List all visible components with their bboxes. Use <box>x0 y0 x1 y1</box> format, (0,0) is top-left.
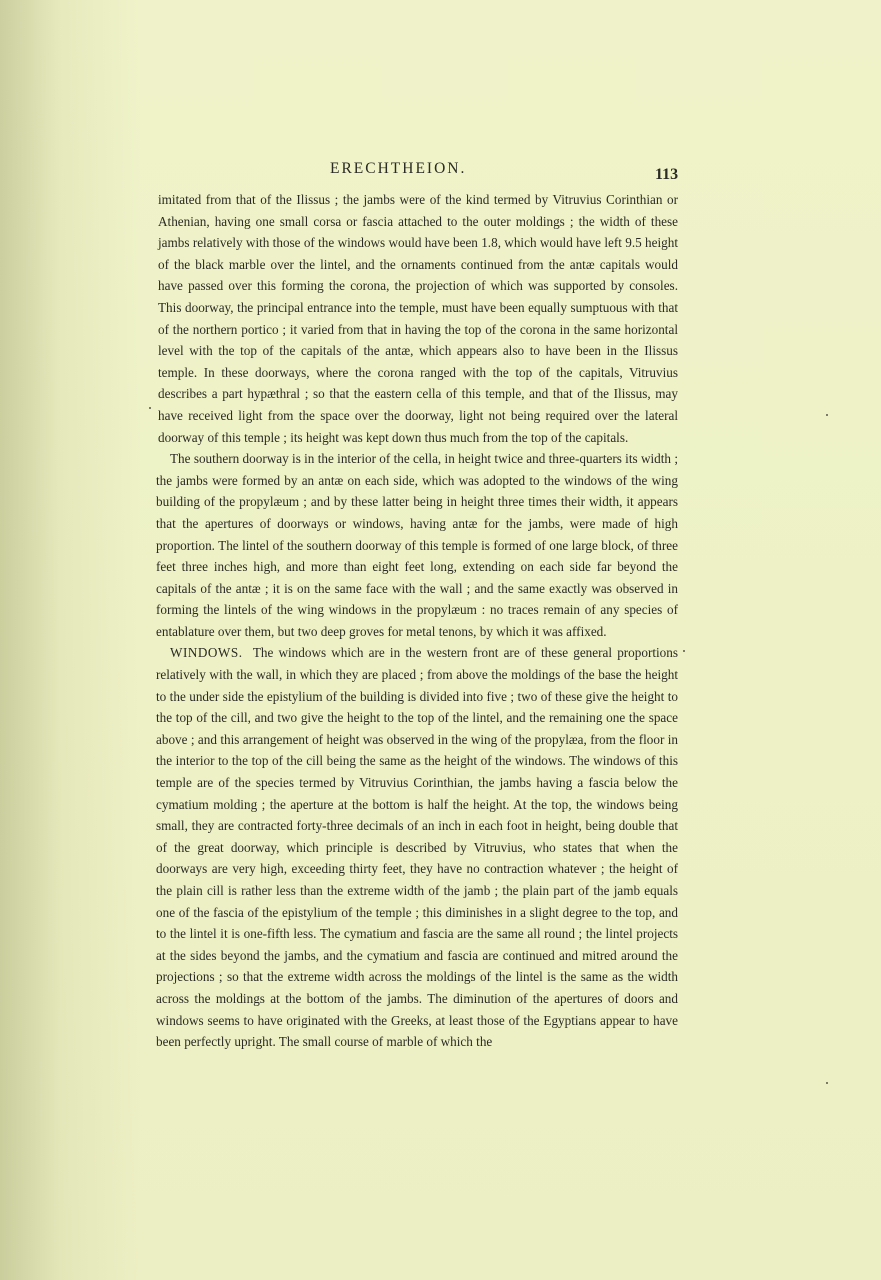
paper-speck <box>826 1082 828 1084</box>
paragraph-windows <box>156 642 678 1052</box>
body-text <box>156 189 678 1053</box>
paper-speck <box>149 407 151 409</box>
windows-text: The windows which are in the western front are of these general proportions relatively with the wall, in which they are placed ; from above the moldings of the base the height to the under side the epistylium of the building is divided into five ; two of these give the height to the top of the cill, and two give the height to the top of the lintel, and the remaining one the space above ; and this arrangement of height was observed in the wing of the propylæa, from the floor in the interior to the top of the cill being the same as the height of the windows. The windows of this temple are of the species termed by Vitruvius Corinthian, the jambs having a fascia below the cymatium molding ; the aperture at the bottom is half the height. At the top, the windows being small, they are contracted forty-three decimals of an inch in each foot in height, being double that of the great doorway, which principle is described by Vitruvius, who states that when the doorways are very high, exceeding thirty feet, they have no contraction whatever ; the height of the plain cill is rather less than the extreme width of the jamb ; the plain part of the jamb equals one of the fascia of the epistylium of the temple ; this diminishes in a slight degree to the top, and to the lintel it is one-fifth less. The cymatium and fascia are the same all round ; the lintel projects at the sides beyond the jambs, and the cymatium and fascia are continued and mitred around the projections ; so that the extreme width across the moldings of the lintel is the same as the width across the moldings at the bottom of the jambs. The diminution of the apertures of doors and windows seems to have originated with the Greeks, at least those of the Egyptians appear to have been perfectly upright. The small course of marble of which the <box>156 645 678 1050</box>
paragraph-doorway-continued: imitated from that of the Ilissus ; the jambs were of the kind termed by Vitruvius Corinthian or Athenian, having one small corsa or fascia attached to the outer moldings ; the width of these jambs relatively with those of the windows would have been 1.8, which would have left 9.5 height of the black marble over the lintel, and the ornaments continued from the antæ capitals would have passed over this forming the corona, the projection of which was supported by consoles. This doorway, the principal entrance into the temple, must have been equally sumptuous with that of the northern portico ; it varied from that in having the top of the corona in the same horizontal level with the top of the capitals of the antæ, which appears also to have been in the Ilissus temple. In these doorways, where the corona ranged with the top of the capitals, Vitruvius describes a part hypæthral ; so that the eastern cella of this temple, and that of the Ilissus, may have received light from the space over the doorway, light not being required over the lateral doorway of this temple ; its height was kept down thus much from the top of the capitals. <box>158 192 678 445</box>
running-title: ERECHTHEION. <box>330 160 467 177</box>
page-number: 113 <box>655 166 679 183</box>
paper-speck <box>826 414 828 416</box>
windows-heading: WINDOWS. <box>170 645 243 661</box>
paper-speck <box>683 650 685 652</box>
paragraph-southern-doorway: The southern doorway is in the interior of the cella, in height twice and three-quarters its width ; the jambs were formed by an antæ on each side, which was adopted to the windows of the wing building of the propylæum ; and by these latter being in height three times their width, it appears that the apertures of doorways or windows, having antæ for the jambs, were made of high proportion. The lintel of the southern doorway of this temple is formed of one large block, of three feet three inches high, and more than eight feet long, extending on each side far beyond the capitals of the antæ ; it is on the same face with the wall ; and the same exactly was observed in forming the lintels of the wing windows in the propylæum : no traces remain of any species of entablature over them, but two deep groves for metal tenons, by which it was affixed. <box>156 451 678 639</box>
